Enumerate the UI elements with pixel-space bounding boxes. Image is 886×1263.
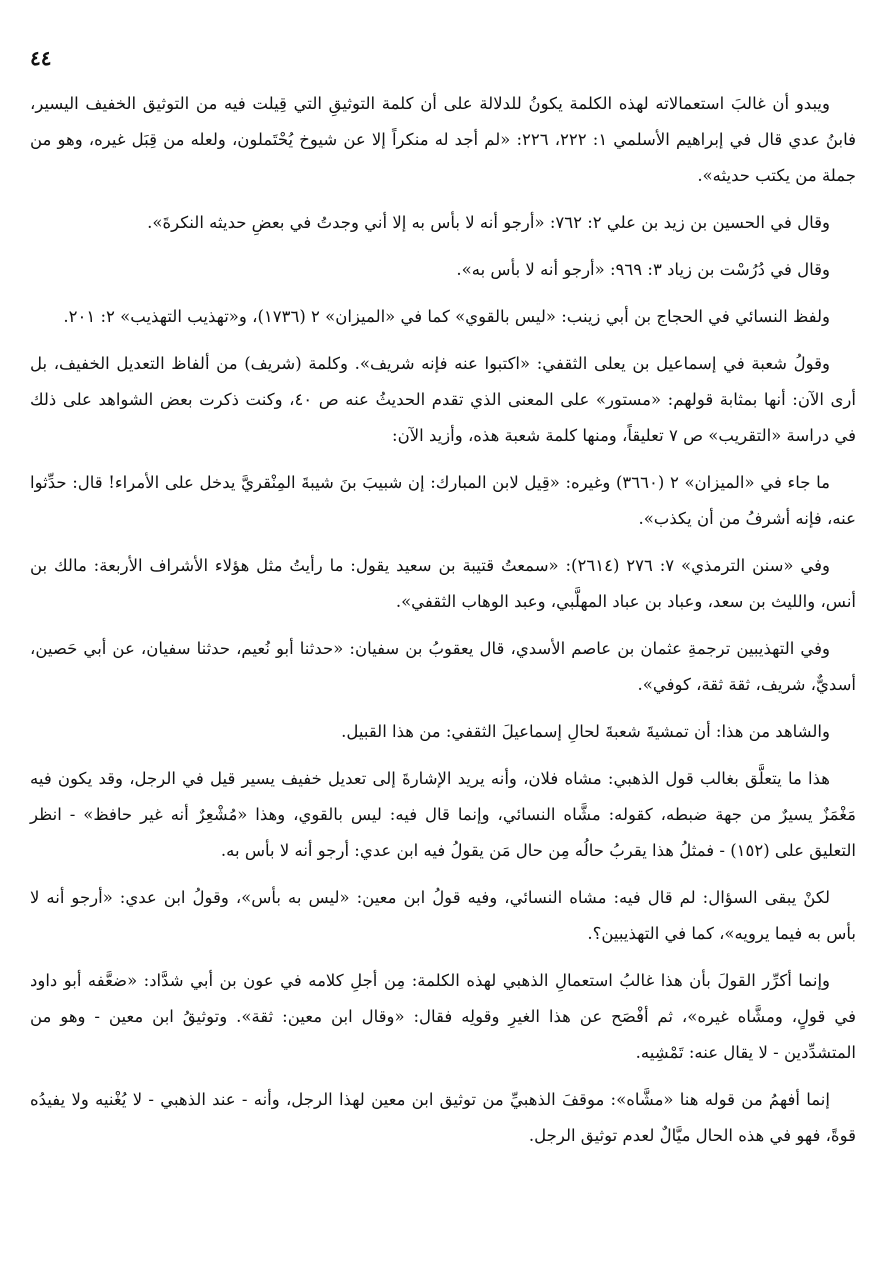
paragraph: وفي التهذيبين ترجمةِ عثمان بن عاصم الأسدي، قال يعقوبُ بن سفيان: «حدثنا أبو نُعيم، حدثنا سفيان، عن أبي حَصين، أسديٌّ، شريف، ثقة ثقة، كوفي».: [30, 639, 856, 694]
paragraph: هذا ما يتعلَّق بغالب قول الذهبي: مشاه فلان، وأنه يريد الإشارةَ إلى تعديل خفيف يسير قيل في الرجل، وقد يكون فيه مَغْمَزٌ يسيرٌ من جهة ضبطه، كقوله: مشَّاه النسائي، وإنما قال فيه: ليس بالقوي، وهذا «مُشْعِرٌ أنه غير حافظ» - انظر التعليق على (١٥٢) - فمثلُ هذا يقربُ حالُه مِن حال مَن يقولُ فيه ابن عدي: أرجو أنه لا بأس به.: [30, 769, 856, 860]
paragraph: لكنْ يبقى السؤال: لم قال فيه: مشاه النسائي، وفيه قولُ ابن معين: «ليس به بأس»، وقولُ ابن عدي: «أرجو أنه لا بأس به فيما يرويه»، كما في التهذيبين؟.: [30, 888, 856, 943]
paragraph: وقولُ شعبة في إسماعيل بن يعلى الثقفي: «اكتبوا عنه فإنه شريف». وكلمة (شريف) من ألفاظ التعديل الخفيف، بل أرى الآن: أنها بمثابة قولهم: «مستور» على المعنى الذي تقدم الحديثُ عنه ص ٤٠، وكنت ذكرت بعض الشواهد على ذلك في دراسة «التقريب» ص ٧ تعليقاً، ومنها كلمة شعبة هذه، وأزيد الآن:: [30, 354, 856, 445]
paragraph: وقال في الحسين بن زيد بن علي ٢: ٧٦٢: «أرجو أنه لا بأس به إلا أني وجدتُ في بعضِ حديثه النكرةَ».: [147, 213, 830, 232]
page-number: ٤٤: [30, 46, 52, 70]
paragraph: والشاهد من هذا: أن تمشيةَ شعبةَ لحالِ إسماعيلَ الثقفي: من هذا القبيل.: [341, 722, 830, 741]
paragraph: ولفظ النسائي في الحجاج بن أبي زينب: «ليس بالقوي» كما في «الميزان» ٢ (١٧٣٦)، و«تهذيب التهذيب» ٢: ٢٠١.: [63, 307, 830, 326]
paragraph: وقال في دُرُسْت بن زياد ٣: ٩٦٩: «أرجو أنه لا بأس به».: [456, 260, 830, 279]
paragraph: وفي «سنن الترمذي» ٧: ٢٧٦ (٢٦١٤): «سمعتُ قتيبة بن سعيد يقول: ما رأيتُ مثل هؤلاء الأشراف الأربعة: مالك بن أنس، والليث بن سعد، وعباد بن عباد المهلَّبي، وعبد الوهاب الثقفي».: [30, 556, 856, 611]
body-text: [30, 86, 856, 1165]
paragraph: ويبدو أن غالبَ استعمالاته لهذه الكلمة يكونُ للدلالة على أن كلمة التوثيقِ التي قِيلت فيه من التوثيق الخفيف اليسير، فابنُ عدي قال في إبراهيم الأسلمي ١: ٢٢٢، ٢٢٦: «لم أجد له منكراً إلا عن شيوخ يُحْتَملون، ولعله من قِبَل غيره، وهو من جملة من يكتب حديثه».: [30, 94, 856, 185]
paragraph: ما جاء في «الميزان» ٢ (٣٦٦٠) وغيره: «قِيل لابن المبارك: إن شبيبَ بنَ شيبةَ المِنْقريَّ يدخل على الأمراء! قال: حدِّثوا عنه، فإنه أشرفُ من أن يكذب».: [30, 473, 856, 528]
paragraph: وإنما أكرِّر القولَ بأن هذا غالبُ استعمالِ الذهبي لهذه الكلمة: مِن أجلِ كلامه في عون بن أبي شدَّاد: «ضعَّفه أبو داود في قولٍ، ومشَّاه غيره»، ثم أفْصَح عن هذا الغيرِ وقولِه فقال: «وقال ابن معين: ثقة». وتوثيقُ ابن معين - وهو من المتشدِّدين - لا يقال عنه: تَمْشِيه.: [30, 971, 856, 1062]
paragraph: إنما أفهمُ من قوله هنا «مشَّاه»: موقفَ الذهبيِّ من توثيق ابن معين لهذا الرجل، وأنه - عند الذهبي - لا يُغْنيه ولا يفيدُه قوةً، فهو في هذه الحال ميَّالٌ لعدم توثيق الرجل.: [30, 1090, 856, 1145]
